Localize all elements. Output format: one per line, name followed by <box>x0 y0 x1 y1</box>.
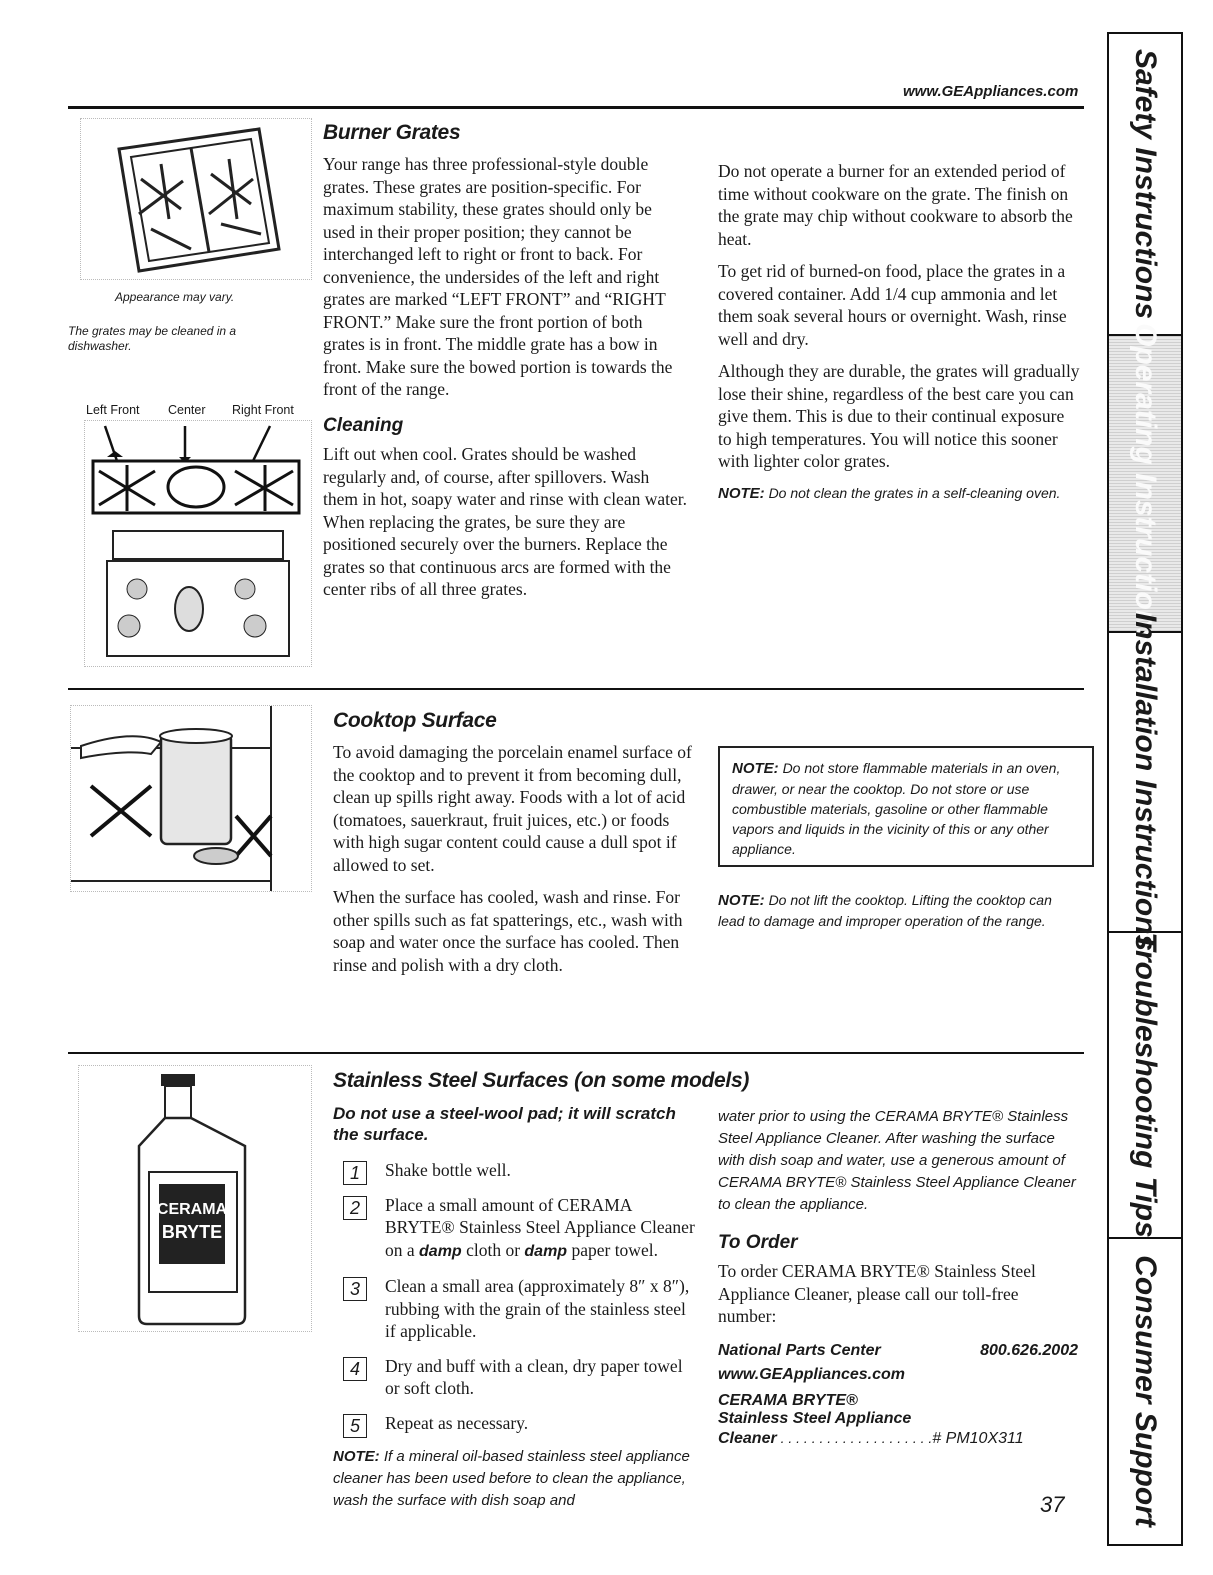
parts-center-phone: 800.626.2002 <box>980 1341 1078 1359</box>
grates-paragraph-5: Although they are durable, the grates will gradually lose their shine, regardless of the best care you can give them. This is due to their continual exposure to high temperatures. You will notice this sooner with lighter color grates. <box>718 361 1080 471</box>
page-number: 37 <box>1040 1492 1065 1517</box>
cooktop-paragraph-1: To avoid damaging the porcelain enamel surface of the cooktop and to prevent it from becoming dull, clean up spills right away. Foods with a lot of acid (tomatoes, sauerkraut, fruit juices, etc.) or foods with high sugar content could cause a dull spot if allowed to set. <box>333 742 692 875</box>
parts-center-row <box>718 1342 1078 1360</box>
step-5-text: Repeat as necessary. <box>385 1412 529 1433</box>
range-top-illustration <box>84 420 312 667</box>
grates-paragraph-2: Lift out when cool. Grates should be washed regularly and, of course, after spillovers. Wash them in hot, soapy water and rinse with clean water. When replacing the grates, be sure they are positioned securely over the burners. Replace the grates so that continuous arcs are formed with the center ribs of all three grates. <box>323 444 687 599</box>
section-title-burner-grates: Burner Grates <box>323 121 461 144</box>
step-3 <box>343 1275 698 1343</box>
note-text: Do not clean the grates in a self-cleaning oven. <box>768 484 1061 501</box>
tab-troubleshooting-tips[interactable] <box>1109 933 1181 1239</box>
cooktop-warning-box <box>718 746 1094 867</box>
step-number-1: 1 <box>343 1161 367 1185</box>
step-2-text-c: paper towel. <box>567 1239 658 1260</box>
step-2-text-b: cloth or <box>461 1239 525 1260</box>
step-number-5: 5 <box>343 1414 367 1438</box>
warning-label: NOTE: <box>732 760 779 777</box>
cooktop-illustration <box>70 705 312 892</box>
step-1 <box>343 1159 698 1182</box>
tab-label-consumer: Consumer Support <box>1129 1254 1162 1527</box>
cooktop-note <box>718 890 1073 931</box>
step-number-2: 2 <box>343 1196 367 1220</box>
bottle-label-bryte: BRYTE <box>161 1222 223 1242</box>
tab-operating-instructions[interactable] <box>1109 322 1181 645</box>
grate-illustration <box>80 118 312 280</box>
cooktop-column-1 <box>333 741 698 986</box>
header-rule <box>68 106 1084 109</box>
grates-column-2 <box>718 160 1080 504</box>
side-tab-bar <box>1107 32 1183 1546</box>
section-title-stainless: Stainless Steel Surfaces (on some models) <box>333 1069 750 1092</box>
step-4 <box>343 1355 698 1400</box>
step-number-4: 4 <box>343 1357 367 1381</box>
subtitle-to-order: To Order <box>718 1232 798 1253</box>
label-center: Center <box>168 403 206 417</box>
grates-paragraph-1: Your range has three professional-style double grates. These grates are position-specific. For maximum stability, these grates should only be used in their proper position; they cannot be interchanged left to right or front to back. For convenience, the undersides of the left and right grates are marked “LEFT FRONT” and “RIGHT FRONT.” Make sure the front portion of both grates is in front. The middle grate has a bow in front. Make sure the bowed portion is towards the front of the range. <box>323 154 673 399</box>
stainless-note-label: NOTE: <box>333 1448 380 1465</box>
stainless-note-text: If a mineral oil-based stainless steel appliance cleaner has been used before to clean the appliance, wash the surface with dish soap and <box>333 1448 690 1509</box>
tab-label-troubleshooting: Troubleshooting Tips <box>1129 932 1162 1238</box>
step-2-text-a: Place a small amount of CERAMA BRYTE® Stainless Steel Appliance Cleaner on a <box>385 1194 695 1260</box>
grates-paragraph-3: Do not operate a burner for an extended period of time without cookware on the grate. The finish on the grate may chip without cookware to absorb the heat. <box>718 161 1073 249</box>
subtitle-cleaning: Cleaning <box>323 414 404 436</box>
step-2-damp-1: damp <box>419 1242 462 1260</box>
tab-label-safety: Safety Instructions <box>1129 48 1162 320</box>
product-dots: . . . . . . . . . . . . . . . . . . . . <box>776 1429 933 1446</box>
caption-dishwasher: The grates may be cleaned in a dishwasher. <box>68 324 237 353</box>
product-number: # PM10X311 <box>932 1429 1024 1447</box>
step-4-text: Dry and buff with a clean, dry paper towel or soft cloth. <box>385 1355 683 1398</box>
step-5 <box>343 1412 698 1435</box>
tab-label-installation: Installation Instructions <box>1129 612 1162 952</box>
stainless-column-2 <box>718 1106 1078 1449</box>
tab-consumer-support[interactable] <box>1109 1239 1181 1542</box>
grates-column-1 <box>323 153 688 611</box>
label-right-front: Right Front <box>232 403 294 417</box>
tab-installation-instructions[interactable] <box>1109 612 1181 952</box>
bottle-label-cerama: CERAMA <box>156 1201 228 1218</box>
order-text: To order CERAMA BRYTE® Stainless Steel Appliance Cleaner, please call our toll-free number: <box>718 1261 1036 1326</box>
warning-text: Do not store flammable materials in an oven, drawer, or near the cooktop. Do not store or use combustible materials, gasoline or other flammable vapors and liquids in the vicinity of this or any other appliance. <box>732 760 1061 857</box>
tab-label-operating: Operating Instructions <box>1129 322 1162 645</box>
label-left-front: Left Front <box>86 403 140 417</box>
step-1-text: Shake bottle well. <box>385 1160 511 1180</box>
product-line-3: Cleaner <box>718 1429 777 1447</box>
step-2 <box>343 1194 698 1264</box>
cleaner-bottle-illustration <box>78 1065 312 1332</box>
cleaning-steps <box>333 1159 698 1434</box>
product-line-1: CERAMA BRYTE® <box>718 1391 858 1409</box>
caption-appearance: Appearance may vary. <box>115 290 235 304</box>
section-divider-1 <box>68 688 1084 690</box>
stainless-note-continued: water prior to using the CERAMA BRYTE® Stainless Steel Appliance Cleaner. After washing the surface with dish soap and water, use a generous amount of CERAMA BRYTE® Stainless Steel Appliance Cleaner to clean the appliance. <box>718 1108 1076 1213</box>
grates-paragraph-4: To get rid of burned-on food, place the grates in a covered container. Add 1/4 cup ammonia and let them soak several hours or overnight. Wash, rinse well and dry. <box>718 261 1067 349</box>
grates-note <box>718 483 1080 504</box>
steel-wool-warning: Do not use a steel-wool pad; it will scratch the surface. <box>333 1104 676 1144</box>
cooktop-paragraph-2: When the surface has cooled, wash and rinse. For other spills such as fat spatterings, etc., wash with soap and water once the surface has cooled. Then rinse and polish with a dry cloth. <box>333 887 683 975</box>
product-line-2: Stainless Steel Appliance <box>718 1409 912 1427</box>
cooktop-note-text: Do not lift the cooktop. Lifting the cooktop can lead to damage and improper operation of the range. <box>718 892 1052 929</box>
step-3-text: Clean a small area (approximately 8″ x 8″), rubbing with the grain of the stainless steel if applicable. <box>385 1276 690 1341</box>
step-number-3: 3 <box>343 1277 367 1301</box>
note-label: NOTE: <box>718 484 765 502</box>
stainless-note <box>333 1446 698 1512</box>
product-order-row <box>718 1428 1078 1449</box>
section-title-cooktop: Cooktop Surface <box>333 709 497 732</box>
parts-center-label: National Parts Center <box>718 1341 881 1359</box>
website-link[interactable]: www.GEAppliances.com <box>718 1365 906 1383</box>
stainless-column-1 <box>333 1103 698 1512</box>
header-url: www.GEAppliances.com <box>903 83 1079 100</box>
tab-safety-instructions[interactable] <box>1109 34 1181 336</box>
cooktop-note-label: NOTE: <box>718 892 765 909</box>
step-2-damp-2: damp <box>524 1242 568 1260</box>
section-divider-2 <box>68 1052 1084 1054</box>
